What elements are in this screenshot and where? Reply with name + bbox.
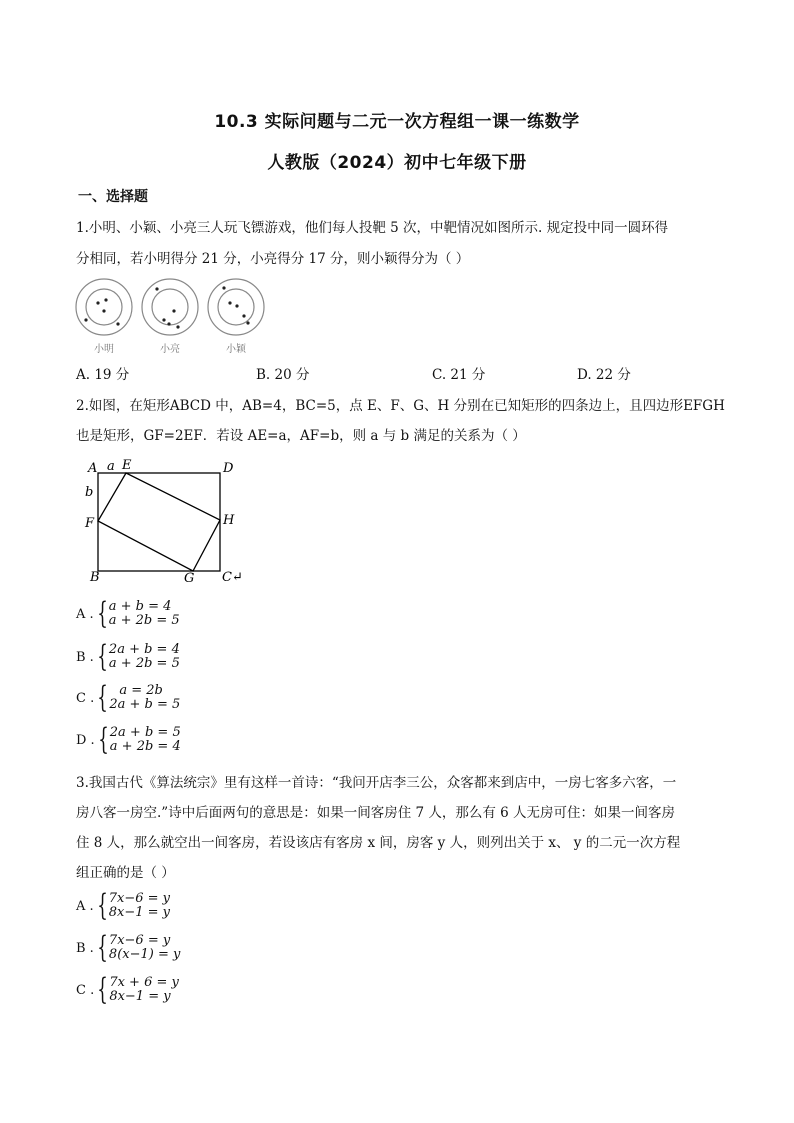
dartboard-xiaoming [76, 279, 132, 335]
equation-2: a + 2b = 5 [108, 613, 180, 628]
doc-title-line1: 10.3 实际问题与二元一次方程组一课一练数学 [214, 112, 580, 132]
q1-option-a[interactable]: A. 19 分 [76, 367, 130, 383]
q2-text-line1: 2.如图，在矩形ABCD 中，AB=4，BC=5，点 E、F、G、H 分别在已知矩形的四条边上，且四边形EFGH [76, 398, 725, 414]
q1-text-line2: 分相同，若小明得分 21 分，小亮得分 17 分，则小颖得分为（ ） [76, 251, 470, 267]
equation-1: 2a + b = 5 [109, 725, 181, 740]
label-b: b [85, 485, 94, 500]
q2-option-b[interactable] [76, 639, 180, 674]
rectangle-figure [80, 455, 260, 590]
q1-option-c[interactable]: C. 21 分 [432, 367, 486, 383]
q3-option-b[interactable] [76, 930, 181, 965]
option-label: C . [76, 690, 95, 706]
brace-symbol: { [97, 972, 109, 1007]
label-E: E [122, 458, 132, 473]
dartboard-figure [74, 276, 274, 342]
equation-2: 2a + b = 5 [109, 697, 181, 712]
equation-1: 2a + b = 4 [108, 642, 180, 657]
equation-2: 8x−1 = y [108, 905, 171, 920]
equation-1: 7x + 6 = y [109, 975, 179, 990]
label-B: B [90, 570, 100, 585]
dartboard-xiaoliang [142, 279, 198, 335]
equation-2: 8x−1 = y [109, 989, 171, 1004]
q3-text-line2: 房八客一房空.”诗中后面两句的意思是：如果一间客房住 7 人，那么有 6 人无房可住：如果一间客房 [76, 805, 676, 821]
q2-option-a[interactable] [76, 596, 180, 631]
equation-1: 7x−6 = y [108, 891, 171, 906]
option-label: B . [76, 649, 94, 665]
q3-text-line3: 住 8 人，那么就空出一间客房，若设该店有客房 x 间，房客 y 人，则列出关于 x、 y 的二元一次方程 [76, 835, 681, 851]
brace-symbol: { [97, 930, 108, 965]
label-F: F [85, 516, 95, 531]
doc-title-line2: 人教版（2024）初中七年级下册 [267, 153, 527, 173]
brace-symbol: { [96, 596, 108, 631]
section-heading: 一、选择题 [78, 189, 148, 205]
equation-2: a + 2b = 4 [109, 739, 181, 754]
dartboard-xiaoying [208, 279, 264, 335]
option-label: A . [76, 606, 94, 622]
q2-option-d[interactable] [76, 722, 181, 757]
q3-text-line4: 组正确的是（ ） [76, 865, 175, 881]
label-H: H [223, 513, 235, 528]
label-A: A [88, 461, 98, 476]
target-label-xiaoliang: 小亮 [160, 344, 180, 355]
equation-1: 7x−6 = y [108, 933, 171, 948]
q2-text-line2: 也是矩形，GF=2EF．若设 AE=a，AF=b，则 a 与 b 满足的关系为（ ） [76, 428, 526, 444]
label-a: a [107, 459, 115, 474]
q1-option-d[interactable]: D. 22 分 [577, 367, 631, 383]
option-label: C . [76, 982, 95, 998]
option-label: A . [76, 898, 94, 914]
q3-option-a[interactable] [76, 888, 171, 923]
option-label: B . [76, 940, 94, 956]
brace-symbol: { [96, 888, 108, 923]
target-label-xiaoming: 小明 [94, 344, 114, 355]
label-D: D [223, 461, 234, 476]
equation-1: a + b = 4 [108, 599, 172, 614]
equation-1: a = 2b [119, 683, 163, 698]
brace-symbol: { [97, 639, 108, 674]
q3-option-c[interactable] [76, 972, 179, 1007]
brace-symbol: { [97, 722, 109, 757]
q1-text-line1: 1.小明、小颖、小亮三人玩飞镖游戏，他们每人投靶 5 次，中靶情况如图所示. 规定投中同一圆环得 [76, 220, 669, 236]
equation-2: a + 2b = 5 [108, 656, 180, 671]
option-label: D . [76, 732, 95, 748]
q3-text-line1: 3.我国古代《算法统宗》里有这样一首诗：“我问开店李三公，众客都来到店中，一房七客多六客，一 [76, 775, 677, 791]
label-C: C↵ [222, 570, 243, 585]
target-label-xiaoying: 小颖 [226, 344, 246, 355]
brace-symbol: { [97, 680, 109, 715]
q2-option-c[interactable] [76, 680, 181, 715]
q1-option-b[interactable]: B. 20 分 [256, 367, 310, 383]
equation-2: 8(x−1) = y [108, 947, 181, 962]
label-G: G [184, 571, 195, 586]
